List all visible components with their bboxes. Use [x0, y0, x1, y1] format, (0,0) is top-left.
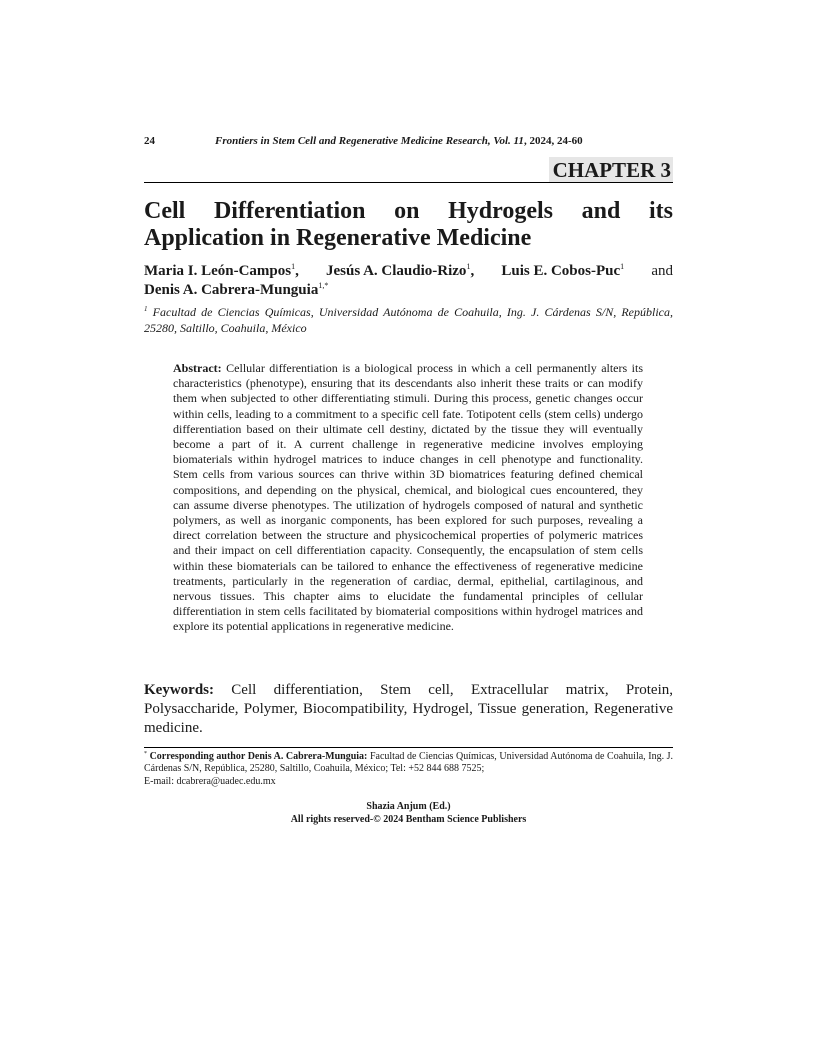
title-word: and	[581, 198, 621, 224]
keywords-text: Cell differentiation, Stem cell, Extracellular matrix, Protein, Polysaccharide, Polymer, Biocompatibility, Hydrogel, Tissue generation, Regenerative medicine.	[144, 682, 673, 736]
author-conjunction: and	[651, 263, 673, 279]
abstract-label: Abstract:	[173, 361, 222, 375]
title-word: Cell	[144, 198, 186, 224]
author-list	[144, 262, 673, 300]
abstract-text: Cellular differentiation is a biological process in which a cell permanently alters its characteristics (phenotype), ensuring that its descendants also inherit these traits or can modify them when subjected to other differentiating stimuli. During this process, genetic changes occur within cells, leading to a commitment to a specific cell fate. Totipotent cells (stem cells) undergo differentiation based on their ultimate cell destiny, dictated by the tissue they will eventually become a part of it. A current challenge in regenerative medicine involves employing biomaterials within hydrogel matrices to induce changes in cell phenotype and functionality. Stem cells from various sources can thrive within 3D biomatrices featuring defined chemical compositions, and depending on the physical, chemical, and biological cues encountered, they can assume diverse phenotypes. The utilization of hydrogels composed of natural and synthetic polymers, as well as inorganic components, has been explored for such purposes, revealing a direct correlation between the structure and physicochemical properties of polymeric matrices and their impact on cell differentiation capacity. Consequently, the encapsulation of stem cells within these biomaterials can be tailored to enhance the effectiveness of regenerative medicine treatments, particularly in the regeneration of cardiac, dermal, epithelial, cartilaginous, and nervous tissues. This chapter aims to elucidate the fundamental principles of cellular differentiation in stem cells facilitated by biomaterial compositions within hydrogel matrices and explore its potential applications in regenerative medicine.	[173, 361, 644, 634]
page-number: 24	[144, 135, 155, 147]
title-line-2: Application in Regenerative Medicine	[144, 225, 532, 251]
publisher-footer	[144, 801, 673, 826]
keywords-label: Keywords:	[144, 682, 214, 698]
footnote-email: E-mail: dcabrera@uadec.edu.mx	[144, 775, 276, 787]
affiliation-text: Facultad de Ciencias Químicas, Universidad Autónoma de Coahuila, Ing. J. Cárdenas S/N, República, 25280, Saltillo, Coahuila, México	[144, 305, 674, 335]
author-line-1	[144, 262, 673, 281]
footnote-text: Facultad de Ciencias Químicas, Universidad Autónoma de Coahuila, Ing. J. Cárdenas S/N, República, 25280, Saltillo, Coahuila, México; Tel: +52 844 688 7525;	[144, 751, 674, 775]
abstract	[173, 361, 643, 635]
running-header	[215, 135, 583, 147]
title-word: its	[648, 198, 673, 224]
title-word: Differentiation	[213, 198, 366, 224]
footnote-label: Corresponding author Denis A. Cabrera-Munguia:	[149, 751, 368, 762]
title-word: Hydrogels	[448, 198, 553, 224]
author-2: Jesús A. Claudio-Rizo$^1$,	[326, 262, 475, 279]
keywords	[144, 681, 673, 738]
corresponding-author-footnote	[144, 751, 673, 788]
chapter-title	[144, 198, 673, 252]
author-1: Maria I. León-Campos$^1$,	[144, 262, 299, 279]
footnote-rule	[144, 747, 673, 748]
journal-year-pages: , 2024, 24-60	[523, 135, 583, 147]
footnote-marker: *	[144, 751, 147, 757]
rights-line: All rights reserved-© 2024 Bentham Science Publishers	[290, 813, 527, 825]
chapter-rule	[144, 182, 673, 183]
editor-line: Shazia Anjum (Ed.)	[366, 801, 451, 812]
journal-name: Frontiers in Stem Cell and Regenerative Medicine Research, Vol. 11	[215, 135, 524, 147]
title-line-1	[144, 198, 673, 225]
chapter-label: CHAPTER 3	[549, 157, 673, 182]
author-4: Denis A. Cabrera-Munguia$^{1,*}$	[144, 281, 329, 298]
affiliation	[144, 304, 673, 336]
affiliation-marker: 1	[144, 305, 148, 313]
author-3: Luis E. Cobos-Puc$^1$	[501, 262, 625, 279]
title-word: on	[394, 198, 420, 224]
